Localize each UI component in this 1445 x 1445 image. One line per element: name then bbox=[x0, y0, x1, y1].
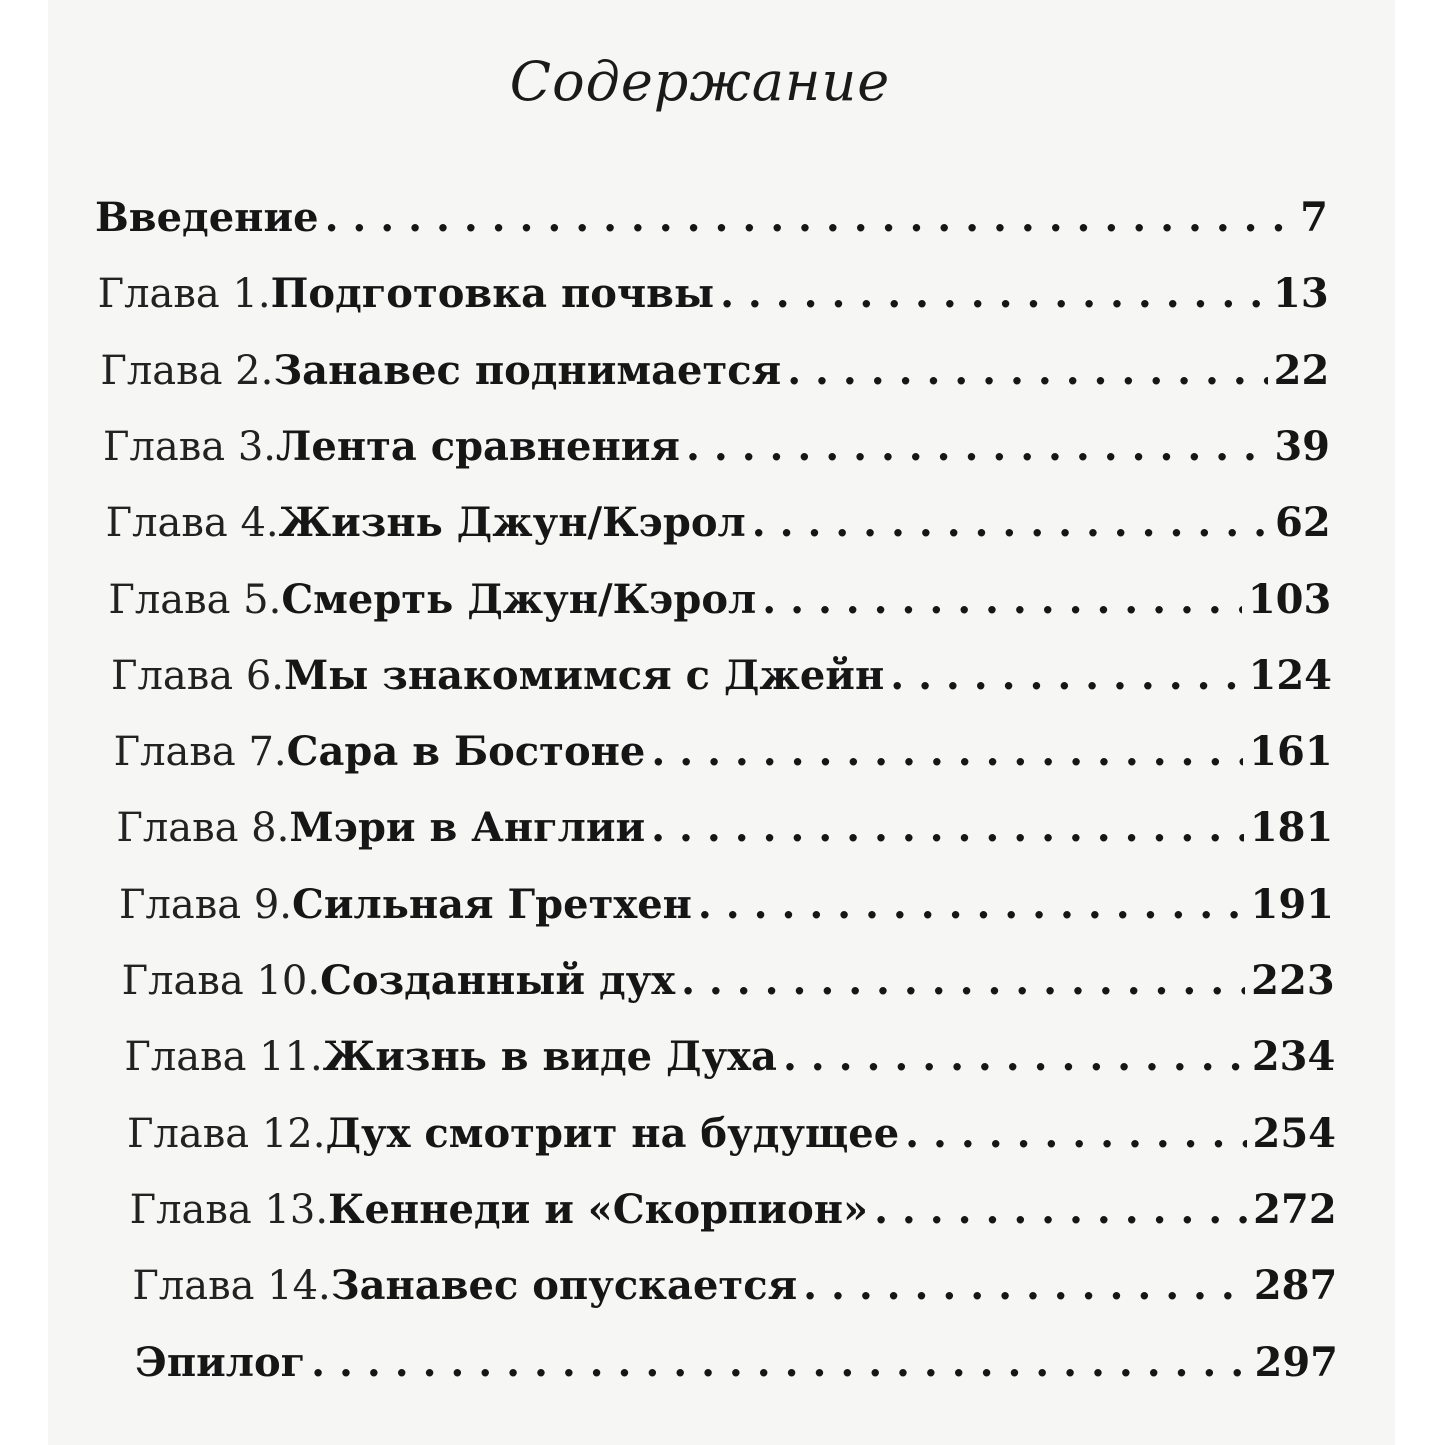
toc-entry-heading: Кеннеди и «Скорпион» bbox=[328, 1185, 869, 1233]
toc-entry-prefix: Глава 12. bbox=[127, 1110, 326, 1157]
toc-entry-chapter-14 bbox=[132, 1258, 1337, 1314]
dot-leader bbox=[698, 877, 1245, 933]
toc-entry-prefix: Глава 6. bbox=[111, 652, 284, 699]
dot-leader bbox=[803, 1258, 1248, 1314]
toc-entry-heading: Сара в Бостоне bbox=[286, 728, 646, 776]
toc-entry-heading: Смерть Джун/Кэрол bbox=[281, 575, 757, 623]
toc-entry-chapter-1 bbox=[98, 266, 1329, 322]
dot-leader bbox=[686, 419, 1268, 475]
toc-entry-prefix: Глава 4. bbox=[105, 500, 279, 547]
dot-leader bbox=[762, 572, 1242, 628]
toc-entry-prefix: Глава 14. bbox=[132, 1263, 331, 1310]
toc-entry-heading: Мэри в Англии bbox=[289, 804, 646, 852]
toc-entry-prefix: Глава 5. bbox=[108, 576, 282, 623]
toc-entry-page: 272 bbox=[1253, 1185, 1337, 1233]
toc-entry-page: 287 bbox=[1253, 1262, 1338, 1310]
toc-entry-heading: Эпилог bbox=[135, 1338, 306, 1386]
toc-entry-heading: Сильная Гретхен bbox=[292, 880, 692, 928]
toc-entry-chapter-5 bbox=[108, 572, 1331, 628]
toc-entry-prefix: Глава 7. bbox=[113, 729, 287, 776]
dot-leader bbox=[752, 495, 1269, 551]
toc-entry-prefix: Глава 1. bbox=[97, 271, 271, 318]
table-of-contents bbox=[0, 190, 1445, 1410]
toc-entry-prefix: Глава 3. bbox=[103, 423, 276, 470]
toc-entry-chapter-3 bbox=[103, 419, 1330, 475]
toc-entry-prefix: Глава 11. bbox=[124, 1034, 323, 1081]
toc-entry-prefix: Глава 9. bbox=[119, 881, 292, 928]
toc-entry-heading: Подготовка почвы bbox=[270, 270, 715, 318]
toc-entry-page: 161 bbox=[1249, 728, 1333, 776]
toc-entry-page: 103 bbox=[1247, 575, 1332, 623]
toc-entry-heading: Жизнь в виде Духа bbox=[322, 1033, 777, 1081]
toc-entry-page: 22 bbox=[1273, 346, 1330, 394]
toc-entry-page: 7 bbox=[1300, 194, 1328, 241]
toc-entry-prefix: Глава 8. bbox=[116, 805, 290, 852]
toc-entry-heading: Созданный дух bbox=[320, 957, 676, 1004]
toc-entry-prefix: Глава 13. bbox=[129, 1186, 329, 1233]
toc-entry-heading: Дух смотрит на будущее bbox=[325, 1109, 900, 1157]
toc-entry-page: 254 bbox=[1252, 1109, 1336, 1157]
toc-entry-page: 234 bbox=[1251, 1033, 1336, 1081]
toc-entry-introduction bbox=[95, 190, 1328, 246]
toc-entry-chapter-4 bbox=[106, 495, 1331, 551]
toc-entry-chapter-7 bbox=[114, 724, 1333, 780]
toc-entry-page: 13 bbox=[1272, 270, 1329, 318]
toc-entry-chapter-12 bbox=[127, 1106, 1336, 1162]
dot-leader bbox=[651, 724, 1243, 780]
toc-entry-chapter-6 bbox=[111, 648, 1332, 704]
toc-entry-prefix: Глава 10. bbox=[121, 958, 321, 1004]
toc-entry-chapter-10 bbox=[122, 953, 1335, 1009]
toc-entry-page: 62 bbox=[1274, 499, 1331, 547]
toc-entry-page: 191 bbox=[1250, 880, 1334, 928]
dot-leader bbox=[783, 1029, 1246, 1085]
toc-entry-page: 297 bbox=[1254, 1338, 1338, 1386]
page-title: Содержание bbox=[509, 50, 891, 113]
dot-leader bbox=[681, 953, 1245, 1009]
toc-entry-page: 124 bbox=[1248, 651, 1332, 699]
toc-entry-chapter-9 bbox=[119, 877, 1334, 933]
toc-entry-page: 39 bbox=[1274, 422, 1330, 470]
toc-entry-chapter-8 bbox=[116, 800, 1333, 856]
dot-leader bbox=[311, 1335, 1248, 1391]
dot-leader bbox=[787, 343, 1267, 399]
toc-entry-chapter-2 bbox=[100, 343, 1329, 399]
toc-entry-heading: Занавес поднимается bbox=[273, 346, 782, 394]
dot-leader bbox=[874, 1182, 1247, 1238]
toc-entry-heading: Лента сравнения bbox=[276, 422, 680, 470]
toc-entry-chapter-13 bbox=[130, 1182, 1337, 1238]
dot-leader bbox=[905, 1106, 1246, 1162]
toc-entry-prefix: Глава 2. bbox=[100, 347, 274, 394]
toc-entry-heading: Мы знакомимся с Джейн bbox=[284, 651, 885, 699]
dot-leader bbox=[325, 190, 1295, 246]
toc-entry-chapter-11 bbox=[124, 1029, 1335, 1085]
toc-entry-heading: Введение bbox=[95, 194, 319, 241]
dot-leader bbox=[720, 266, 1267, 322]
toc-entry-page: 181 bbox=[1249, 804, 1334, 852]
toc-entry-page: 223 bbox=[1251, 957, 1335, 1004]
dot-leader bbox=[651, 800, 1244, 856]
toc-entry-heading: Жизнь Джун/Кэрол bbox=[278, 499, 746, 547]
toc-entry-epilogue bbox=[135, 1335, 1338, 1391]
toc-entry-heading: Занавес опускается bbox=[330, 1262, 798, 1310]
dot-leader bbox=[890, 648, 1242, 704]
